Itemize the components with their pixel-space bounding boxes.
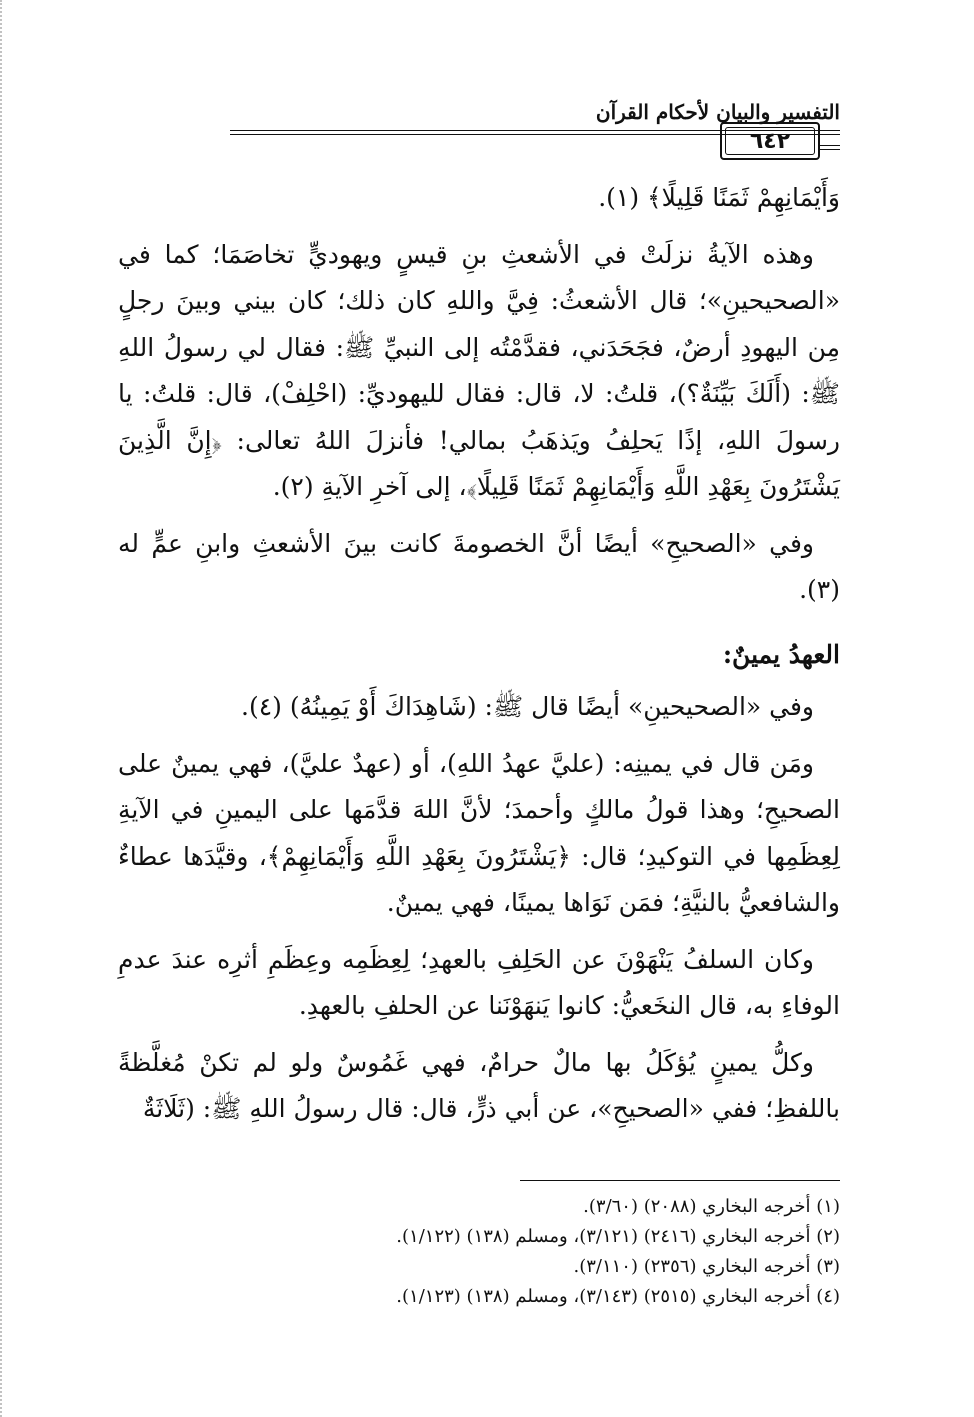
header-side-rule (818, 145, 840, 146)
header-side-rule-double (818, 149, 840, 150)
section-heading: العهدُ يمينٌ: (722, 639, 840, 669)
main-text (118, 175, 840, 1143)
footnote-2: (٢) أخرجه البخاري (٢٤١٦) (٣/١٢١)، ومسلم (١٣٨) (١/١٢٢). (396, 1226, 840, 1247)
footnote-separator (520, 1180, 840, 1181)
page-header (100, 100, 840, 160)
paragraph-covenant-oath: ومَن قال في يمينِه: (عليَّ عهدُ اللهِ)، أو (عهدٌ عليَّ)، فهي يمينٌ على الصحيحِ؛ وهذا قولُ مالكٍ وأحمدَ؛ لأنَّ اللهَ قدَّمَها على اليمينِ في الآيةِ لِعِظَمِها في التوكيدِ؛ قال: ﴿يَشْتَرُونَ بِعَهْدِ اللَّهِ وَأَيْمَانِهِمْ﴾، وقيَّدَها عطاءٌ والشافعيُّ بالنيَّةِ؛ فمَن نَوَاها يمينًا، فهي يمينٌ. (118, 748, 840, 917)
paragraph-salaf: وكان السلفُ يَنْهَوْنَ عن الحَلِفِ بالعهدِ؛ لِعِظَمِه وعِظَمِ أثرِه عندَ عدمِ الوفاءِ به، قال النخَعيُّ: كانوا يَنهَوْنَنا عن الحلفِ بالعهدِ. (118, 944, 840, 1020)
page-number-box (720, 122, 820, 160)
footnote-3: (٣) أخرجه البخاري (٢٣٥٦) (٣/١١٠). (573, 1256, 840, 1277)
footnotes (118, 1192, 840, 1312)
paragraph-ashath-story: وهذه الآيةُ نزلَتْ في الأشعثِ بنِ قيسٍ ويهوديٍّ تخاصَمَا؛ كما في «الصحيحينِ»؛ قال الأشعثُ: فِيَّ واللهِ كان ذلك؛ كان بيني وبينَ رجلٍ مِن اليهودِ أرضٌ، فجَحَدَني، فقدَّمْتُه إلى النبيِّ ﷺ: فقال لي رسولُ اللهِ ﷺ: (أَلَكَ بَيِّنَةٌ؟)، قلتُ: لا، قال: فقال لليهوديِّ: (احْلِفْ)، قال: قلتُ: يا رسولَ اللهِ، إذًا يَحلِفُ ويَذهَبُ بمالي! فأنزلَ اللهُ تعالى: ﴿إِنَّ الَّذِينَ يَشْتَرُونَ بِعَهْدِ اللَّهِ وَأَيْمَانِهِمْ ثَمَنًا قَلِيلًا﴾، إلى آخرِ الآيةِ (٢). (118, 239, 840, 501)
footnote-1: (١) أخرجه البخاري (٢٠٨٨) (٣/٦٠). (583, 1196, 840, 1217)
paragraph-ghamus: وكلُّ يمينٍ يُؤكَلُ بها مالٌ حرامٌ، فهي غَمُوسٌ ولو لم تكنْ مُغلَّظةً باللفظِ؛ ففي «الصحيحِ»، عن أبي ذرٍّ، قال: قال رسولُ اللهِ ﷺ: (ثَلَاثَةٌ (118, 1047, 840, 1123)
quran-verse-end: وَأَيْمَانِهِمْ ثَمَنًا قَلِيلًا﴾ (١). (598, 183, 840, 212)
page-number: ٦٤٢ (749, 128, 791, 154)
paragraph-sahih-cousin: وفي «الصحيحِ» أيضًا أنَّ الخصومةَ كانت بينَ الأشعثِ وابنِ عمٍّ له (٣). (118, 528, 840, 604)
scan-edge (0, 0, 16, 1417)
footnote-4: (٤) أخرجه البخاري (٢٥١٥) (٣/١٤٣)، ومسلم (١٣٨) (١/١٢٣). (396, 1286, 840, 1307)
paragraph-witnesses: وفي «الصحيحينِ» أيضًا قال ﷺ: (شَاهِدَاكَ أَوْ يَمِينُهُ) (٤). (241, 692, 814, 721)
book-title: التفسير والبيان لأحكام القرآن (595, 100, 840, 124)
